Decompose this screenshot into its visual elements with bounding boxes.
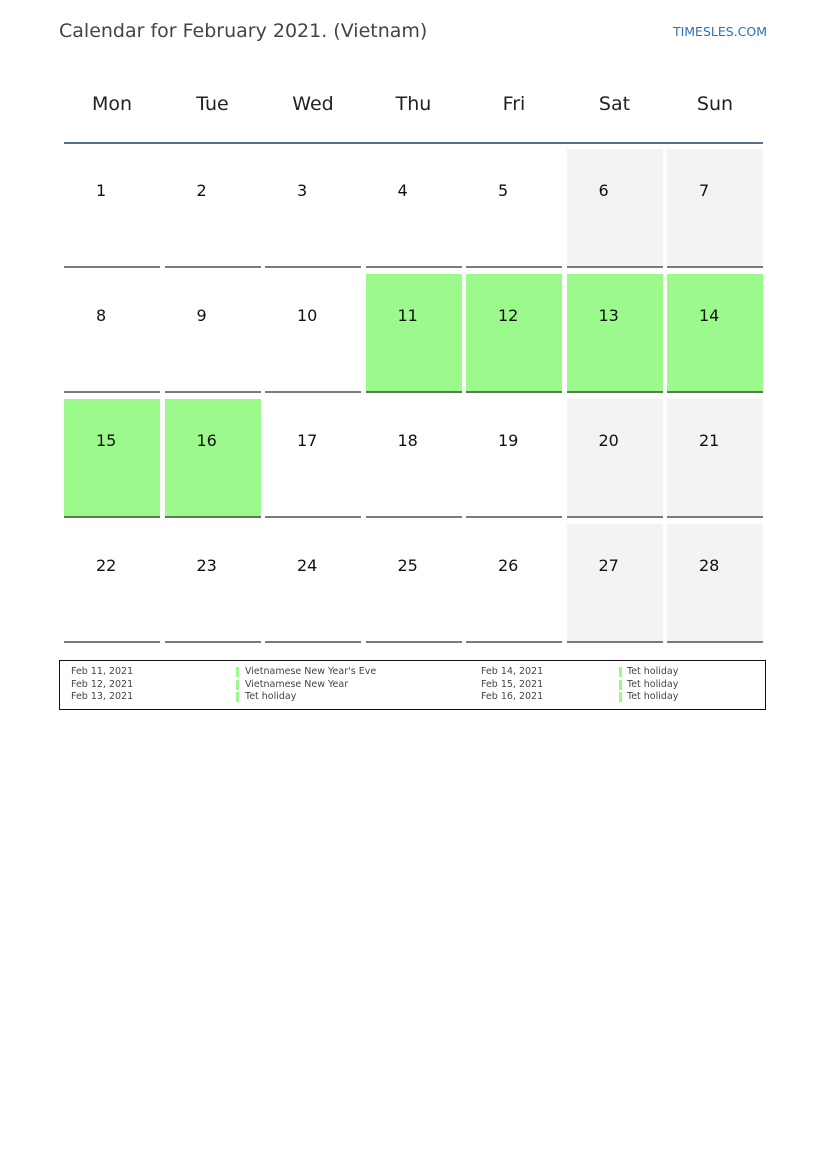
calendar-day[interactable]: [265, 399, 361, 518]
day-number: 17: [297, 431, 318, 450]
weekday-label-tue: Tue: [196, 93, 229, 115]
weekday-label-fri: Fri: [502, 93, 526, 115]
calendar-day[interactable]: [265, 524, 361, 643]
calendar-day-holiday[interactable]: [64, 399, 160, 518]
weekday-header-row: [64, 78, 763, 130]
day-number: 27: [598, 556, 619, 575]
calendar-day[interactable]: [64, 149, 160, 268]
day-number: 16: [196, 431, 217, 450]
legend-holiday-name: Tet holiday: [627, 678, 679, 690]
day-number: 14: [699, 306, 720, 325]
calendar-day-holiday[interactable]: [366, 274, 462, 393]
calendar-day[interactable]: [366, 524, 462, 643]
legend-holiday-name: Tet holiday: [627, 691, 679, 702]
calendar-day[interactable]: [366, 149, 462, 268]
calendar-day[interactable]: [165, 524, 261, 643]
day-number: 13: [598, 306, 619, 325]
header-divider: [64, 142, 763, 144]
legend-date: Feb 13, 2021: [71, 691, 134, 702]
calendar-day[interactable]: [165, 274, 261, 393]
legend-entry: [60, 666, 765, 678]
legend-holiday-name: Vietnamese New Year: [245, 678, 349, 690]
day-number: 7: [699, 181, 710, 200]
calendar-day-holiday[interactable]: [567, 274, 663, 393]
calendar-day[interactable]: [667, 524, 763, 643]
legend-holiday-name: Tet holiday: [627, 666, 679, 677]
calendar-day-holiday[interactable]: [165, 399, 261, 518]
weekday-label-mon: Mon: [91, 93, 133, 115]
calendar-day[interactable]: [466, 524, 562, 643]
day-number: 24: [297, 556, 318, 575]
holiday-legend: [59, 660, 766, 710]
calendar-day[interactable]: [265, 149, 361, 268]
legend-holiday-name: Vietnamese New Year's Eve: [245, 666, 377, 677]
day-number: 12: [498, 306, 519, 325]
calendar-week-row: [64, 524, 763, 649]
legend-date: Feb 12, 2021: [71, 678, 134, 690]
page-title: Calendar for February 2021. (Vietnam): [59, 20, 428, 42]
legend-entry: [60, 691, 765, 703]
legend-date: Feb 15, 2021: [481, 678, 544, 690]
calendar-day-holiday[interactable]: [466, 274, 562, 393]
calendar-day[interactable]: [567, 524, 663, 643]
day-number: 22: [96, 556, 117, 575]
weekday-label-sun: Sun: [696, 93, 734, 115]
day-number: 28: [699, 556, 720, 575]
day-number: 5: [498, 181, 509, 200]
calendar-day[interactable]: [466, 399, 562, 518]
day-number: 25: [397, 556, 418, 575]
legend-date: Feb 11, 2021: [71, 666, 134, 677]
legend-color-swatch: [619, 692, 622, 702]
site-link[interactable]: TIMESLES.COM: [672, 24, 767, 39]
calendar-week-row: [64, 274, 763, 399]
calendar-day[interactable]: [165, 149, 261, 268]
legend-holiday-name: Tet holiday: [245, 691, 297, 702]
calendar-day[interactable]: [567, 399, 663, 518]
weekday-label-sat: Sat: [598, 93, 631, 115]
day-number: 10: [297, 306, 318, 325]
calendar-week-row: [64, 149, 763, 274]
calendar-day[interactable]: [265, 274, 361, 393]
legend-entry: [60, 679, 765, 691]
calendar-day[interactable]: [567, 149, 663, 268]
day-number: 20: [598, 431, 619, 450]
calendar-week-row: [64, 399, 763, 524]
day-number: 23: [196, 556, 217, 575]
legend-color-swatch: [619, 667, 622, 677]
day-number: 26: [498, 556, 519, 575]
day-number: 18: [397, 431, 418, 450]
legend-color-swatch: [619, 680, 622, 690]
calendar-day[interactable]: [667, 399, 763, 518]
calendar-day-holiday[interactable]: [667, 274, 763, 393]
day-number: 11: [397, 306, 418, 325]
calendar-day[interactable]: [64, 524, 160, 643]
day-number: 4: [397, 181, 408, 200]
legend-date: Feb 16, 2021: [481, 691, 544, 702]
day-number: 3: [297, 181, 308, 200]
day-number: 21: [699, 431, 720, 450]
calendar-day[interactable]: [64, 274, 160, 393]
day-number: 6: [598, 181, 609, 200]
weekday-label-wed: Wed: [292, 93, 334, 115]
calendar-day[interactable]: [366, 399, 462, 518]
day-number: 9: [196, 306, 207, 325]
weekday-label-thu: Thu: [395, 93, 432, 115]
day-number: 2: [196, 181, 207, 200]
calendar-day[interactable]: [466, 149, 562, 268]
day-number: 15: [96, 431, 117, 450]
calendar-grid: [64, 149, 763, 649]
calendar-day[interactable]: [667, 149, 763, 268]
day-number: 19: [498, 431, 519, 450]
day-number: 1: [96, 181, 107, 200]
day-number: 8: [96, 306, 107, 325]
legend-date: Feb 14, 2021: [481, 666, 544, 677]
